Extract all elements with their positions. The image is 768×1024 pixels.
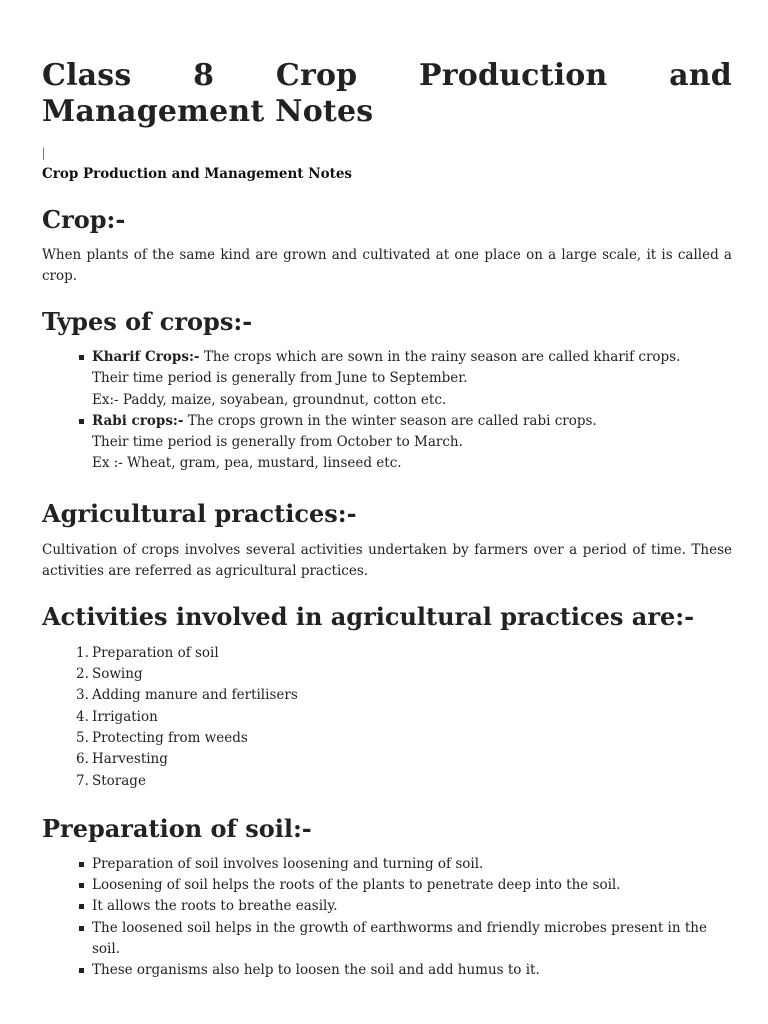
kharif-examples: Ex:- Paddy, maize, soyabean, groundnut, cotton etc. xyxy=(92,391,447,408)
list-item xyxy=(92,854,732,875)
agri-paragraph: Cultivation of crops involves several activities undertaken by farmers over a period of time. These activities are referred as agricultural practices. xyxy=(42,541,732,579)
crop-heading: Crop:- xyxy=(42,205,126,234)
list-item xyxy=(76,749,732,770)
list-number: 1. xyxy=(76,644,89,661)
list-item-text: Storage xyxy=(92,772,146,789)
list-item-text: Loosening of soil helps the roots of the plants to penetrate deep into the soil. xyxy=(92,877,621,894)
list-number: 5. xyxy=(76,729,89,746)
list-item xyxy=(76,707,732,728)
list-item-text: The loosened soil helps in the growth of earthworms and friendly microbes present in the soil. xyxy=(92,919,707,958)
list-item-text: These organisms also help to loosen the soil and add humus to it. xyxy=(92,962,540,979)
bullet-icon xyxy=(79,862,84,867)
activities-heading: Activities involved in agricultural practices are:- xyxy=(42,601,695,631)
list-item-text: Protecting from weeds xyxy=(92,729,248,746)
bullet-icon xyxy=(79,419,84,424)
rabi-period: Their time period is generally from October to March. xyxy=(92,434,463,451)
list-number: 6. xyxy=(76,751,89,768)
soil-heading: Preparation of soil:- xyxy=(42,813,312,843)
kharif-period: Their time period is generally from June to September. xyxy=(92,370,468,387)
list-item xyxy=(76,685,732,706)
kharif-label: Kharif Crops:- xyxy=(92,349,200,365)
title-divider: | xyxy=(42,146,45,161)
crop-paragraph: When plants of the same kind are grown and cultivated at one place on a large scale, it is called a crop. xyxy=(42,247,732,284)
types-heading: Types of crops:- xyxy=(42,307,253,336)
list-item xyxy=(76,771,732,792)
bullet-icon xyxy=(79,355,84,360)
list-item xyxy=(92,918,732,961)
list-number: 2. xyxy=(76,666,89,683)
types-list xyxy=(42,347,732,475)
bullet-icon xyxy=(79,968,84,973)
list-item xyxy=(76,664,732,685)
list-item xyxy=(92,347,732,411)
list-item xyxy=(92,960,732,981)
list-item xyxy=(76,728,732,749)
list-item xyxy=(76,643,732,664)
list-item-text: Adding manure and fertilisers xyxy=(92,687,298,704)
page-subtitle: Crop Production and Management Notes xyxy=(42,166,353,182)
rabi-examples: Ex :- Wheat, gram, pea, mustard, linseed etc. xyxy=(92,455,402,472)
bullet-icon xyxy=(79,904,84,909)
document-page xyxy=(42,0,732,982)
list-item-text: Preparation of soil xyxy=(92,644,219,661)
list-number: 4. xyxy=(76,708,89,725)
list-item xyxy=(92,411,732,475)
list-item-text: Irrigation xyxy=(92,708,158,725)
rabi-text: The crops grown in the winter season are called rabi crops. xyxy=(183,412,597,429)
activities-list xyxy=(42,643,732,792)
bullet-icon xyxy=(79,883,84,888)
list-item-text: Preparation of soil involves loosening and turning of soil. xyxy=(92,855,484,872)
list-number: 7. xyxy=(76,772,89,789)
list-item-text: It allows the roots to breathe easily. xyxy=(92,898,338,915)
rabi-label: Rabi crops:- xyxy=(92,412,184,429)
bullet-icon xyxy=(79,926,84,931)
list-item xyxy=(92,896,732,917)
agri-heading: Agricultural practices:- xyxy=(42,498,357,528)
list-item-text: Harvesting xyxy=(92,751,168,768)
page-title: Class 8 Crop Production and Management Notes xyxy=(42,58,732,129)
soil-list xyxy=(42,854,732,982)
list-item xyxy=(92,875,732,896)
list-number: 3. xyxy=(76,687,89,704)
kharif-text: The crops which are sown in the rainy season are called kharif crops. xyxy=(199,349,681,365)
list-item-text: Sowing xyxy=(92,666,143,683)
